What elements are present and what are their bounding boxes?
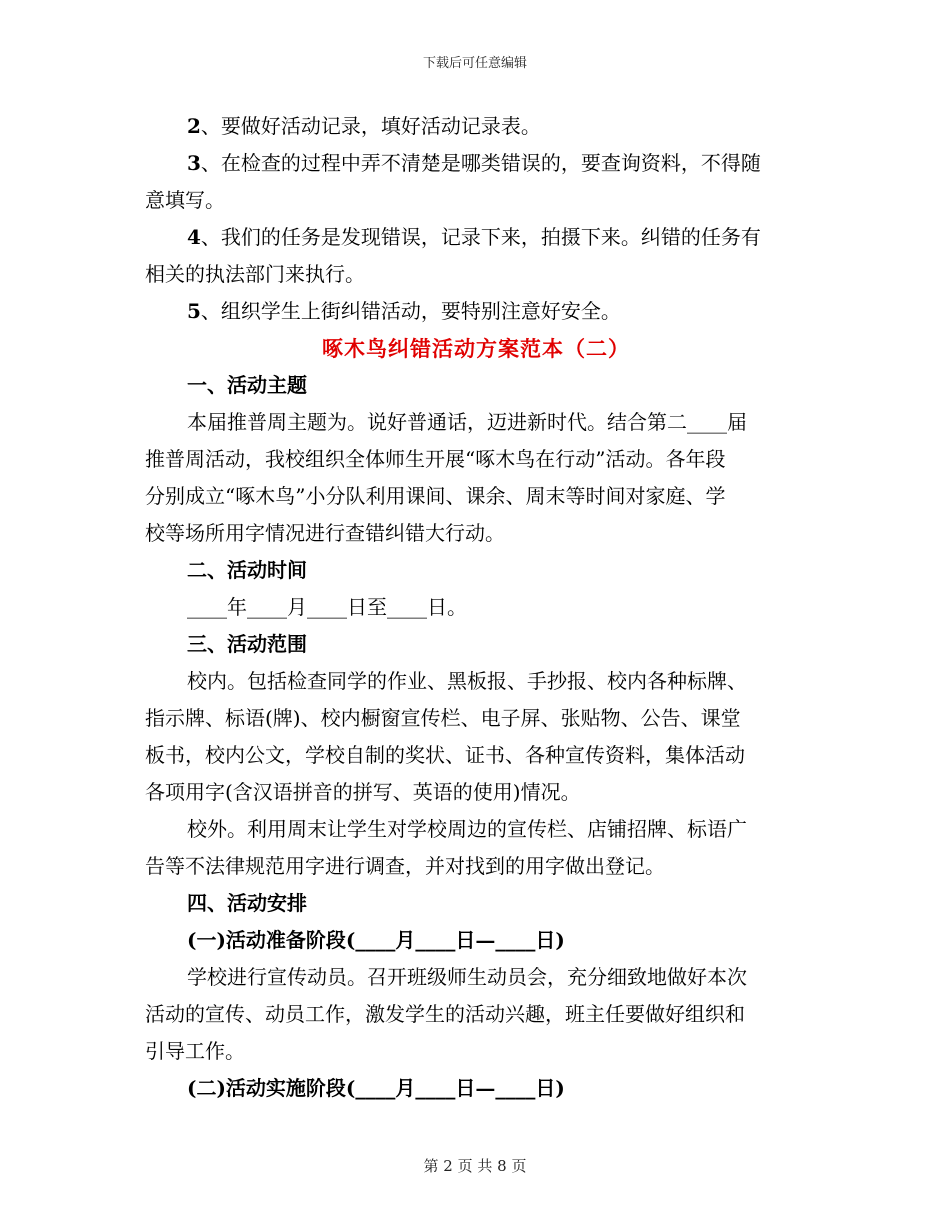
paragraph-line: 引导工作。 bbox=[145, 1039, 245, 1063]
paragraph-line: ____年____月____日至____日。 bbox=[187, 595, 467, 619]
paragraph-line: 板书，校内公文，学校自制的奖状、证书、各种宣传资料，集体活动 bbox=[145, 743, 745, 767]
page-header: 下载后可任意编辑 bbox=[422, 56, 527, 71]
paragraph-line: 分别成立“啄木鸟”小分队利用课间、课余、周末等时间对家庭、学 bbox=[145, 484, 726, 508]
heading-activity-arrangement: 四、活动安排 bbox=[187, 891, 307, 915]
paragraph-line: 学校进行宣传动员。召开班级师生动员会，充分细致地做好本次 bbox=[187, 965, 747, 989]
subheading-preparation-stage: (一)活动准备阶段(____月____日—____日) bbox=[187, 928, 565, 952]
list-item-4: 4、我们的任务是发现错误，记录下来，拍摄下来。纠错的任务有 bbox=[187, 225, 761, 249]
paragraph-line: 校等场所用字情况进行查错纠错大行动。 bbox=[145, 521, 505, 545]
paragraph-line: 告等不法律规范用字进行调查，并对找到的用字做出登记。 bbox=[145, 854, 665, 878]
paragraph-line: 校外。利用周末让学生对学校周边的宣传栏、店铺招牌、标语广 bbox=[187, 817, 747, 841]
paragraph-line: 本届推普周主题为。说好普通话，迈进新时代。结合第二____届 bbox=[187, 410, 747, 434]
paragraph-line: 校内。包括检查同学的作业、黑板报、手抄报、校内各种标牌、 bbox=[187, 669, 747, 693]
paragraph-line: 各项用字(含汉语拼音的拼写、英语的使用)情况。 bbox=[145, 780, 581, 804]
list-item-4-cont: 相关的执法部门来执行。 bbox=[145, 262, 365, 286]
list-item-2: 2、要做好活动记录，填好活动记录表。 bbox=[187, 114, 541, 138]
heading-activity-time: 二、活动时间 bbox=[187, 558, 307, 582]
section-title: 啄木鸟纠错活动方案范本（二） bbox=[322, 336, 630, 361]
paragraph-line: 活动的宣传、动员工作，激发学生的活动兴趣，班主任要做好组织和 bbox=[145, 1002, 745, 1026]
paragraph-line: 推普周活动，我校组织全体师生开展“啄木鸟在行动”活动。各年段 bbox=[145, 447, 726, 471]
list-item-3: 3、在检查的过程中弄不清楚是哪类错误的，要查询资料，不得随 bbox=[187, 151, 761, 175]
list-item-3-cont: 意填写。 bbox=[145, 188, 225, 212]
paragraph-line: 指示牌、标语(牌)、校内橱窗宣传栏、电子屏、张贴物、公告、课堂 bbox=[145, 706, 741, 730]
heading-activity-scope: 三、活动范围 bbox=[187, 632, 307, 656]
page-footer: 第 2 页 共 8 页 bbox=[423, 1157, 527, 1175]
heading-activity-theme: 一、活动主题 bbox=[187, 373, 307, 397]
subheading-implementation-stage: (二)活动实施阶段(____月____日—____日) bbox=[187, 1076, 565, 1100]
document-body bbox=[145, 108, 807, 1107]
list-item-5: 5、组织学生上街纠错活动，要特别注意好安全。 bbox=[187, 299, 621, 323]
